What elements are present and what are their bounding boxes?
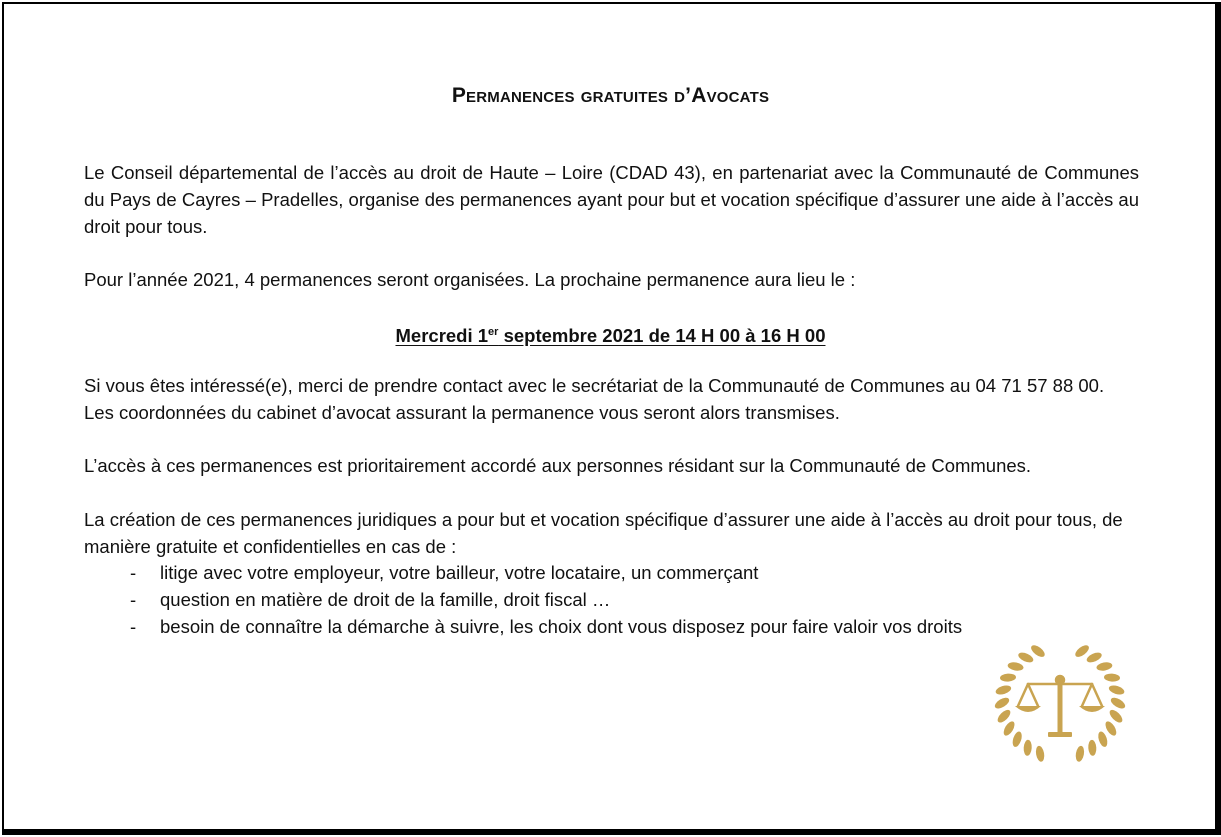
year-paragraph: Pour l’année 2021, 4 permanences seront organisées. La prochaine permanence aura lieu le : bbox=[84, 269, 856, 290]
laurel-leaf bbox=[1017, 651, 1035, 665]
date-ordinal: er bbox=[488, 326, 499, 338]
next-session-date bbox=[0, 319, 1221, 349]
laurel-leaf bbox=[1085, 651, 1103, 665]
laurel-leaf bbox=[1096, 661, 1113, 672]
laurel-leaf bbox=[1011, 730, 1023, 748]
dash-bullet: - bbox=[130, 616, 137, 637]
laurel-leaf bbox=[1002, 720, 1017, 738]
laurel-leaf bbox=[1103, 720, 1118, 738]
laurel-leaf bbox=[1097, 730, 1109, 748]
laurel-leaf bbox=[1000, 673, 1016, 682]
list-item: - litige avec votre employeur, votre bailleur, votre locataire, un commerçant bbox=[130, 559, 962, 586]
list-item: - besoin de connaître la démarche à suivre, les choix dont vous disposez pour faire valoir vos droits bbox=[130, 613, 962, 640]
date-rest: septembre 2021 de 14 H 00 à 16 H 00 bbox=[498, 325, 826, 346]
laurel-leaf bbox=[1007, 661, 1024, 672]
intro-paragraph: Le Conseil départemental de l’accès au droit de Haute – Loire (CDAD 43), en partenariat avec la Communauté de Communes du Pays de Cayres – Pradelles, organise des permanences ayant pour but et vocation spécifique d’assurer une aide à l’accès au droit pour tous. bbox=[84, 162, 1139, 237]
creation-paragraph: La création de ces permanences juridiques a pour but et vocation spécifique d’assurer une aide à l’accès au droit pour tous, de manière gratuite et confidentielles en cas de : bbox=[84, 509, 1123, 557]
laurel-leaf bbox=[993, 696, 1011, 711]
page-title: Permanences gratuites d’Avocats bbox=[451, 84, 770, 107]
scales-of-justice-laurel-icon bbox=[990, 640, 1130, 775]
laurel-leaf bbox=[1035, 745, 1046, 762]
laurel-leaf bbox=[1088, 740, 1097, 756]
laurel-leaf bbox=[995, 684, 1013, 696]
contact-line-2: Les coordonnées du cabinet d’avocat assurant la permanence vous seront alors transmises. bbox=[84, 402, 840, 423]
access-paragraph: L’accès à ces permanences est prioritairement accordé aux personnes résidant sur la Communauté de Communes. bbox=[84, 455, 1032, 476]
laurel-leaf bbox=[1029, 643, 1047, 659]
dash-bullet: - bbox=[130, 562, 137, 583]
laurel-leaf bbox=[1075, 745, 1086, 762]
cases-list bbox=[130, 559, 962, 640]
date-day: Mercredi 1 bbox=[395, 325, 489, 346]
list-item: - question en matière de droit de la famille, droit fiscal … bbox=[130, 586, 962, 613]
laurel-leaf bbox=[1073, 643, 1091, 659]
laurel-leaf bbox=[1108, 684, 1126, 696]
laurel-leaf bbox=[1109, 696, 1127, 711]
laurel-leaf bbox=[1104, 673, 1120, 682]
contact-line-1: Si vous êtes intéressé(e), merci de prendre contact avec le secrétariat de la Communauté de Communes au 04 71 57 88 00. bbox=[84, 375, 1105, 396]
contact-paragraph bbox=[84, 372, 1139, 426]
laurel-leaf bbox=[1023, 740, 1032, 756]
dash-bullet: - bbox=[130, 589, 137, 610]
